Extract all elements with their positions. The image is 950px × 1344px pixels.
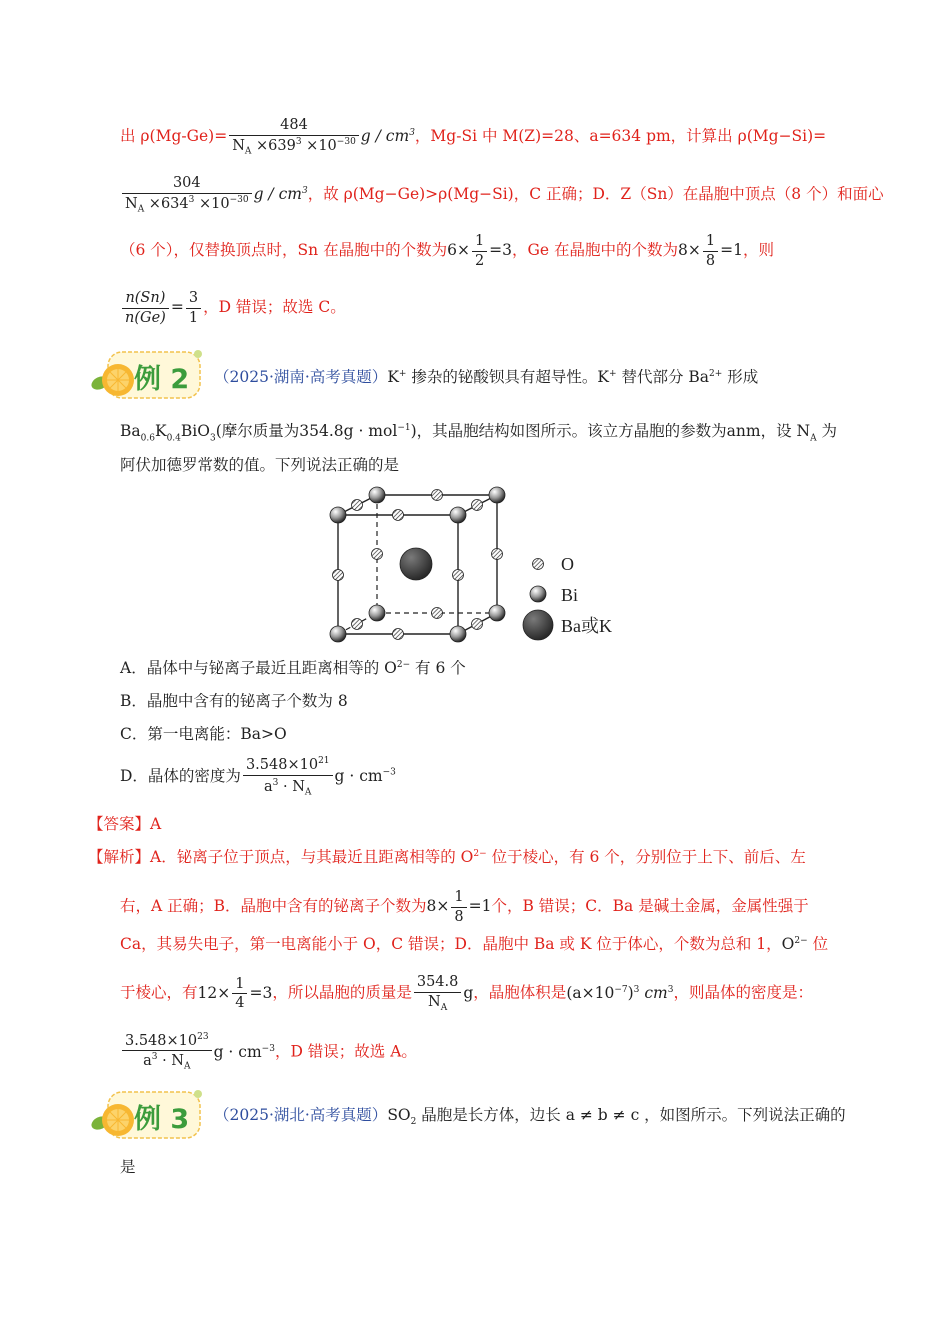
stem-text: $SO_2$ 晶胞是长方体，边长 a ≠ b ≠ c ，如图所示。下列说法正确的 <box>387 1106 846 1128</box>
oxygen-ion: $O^{2-}$ <box>781 935 808 954</box>
math-expression: 6× $\frac{1}{2}$ =3 <box>447 233 513 269</box>
example-badge-2 <box>88 348 214 406</box>
stem-text: K+ 掺杂的铋酸钡具有超导性。K+ 替代部分 $Ba^{2+}$ 形成 <box>387 368 759 387</box>
answer-value: A <box>150 815 162 833</box>
option-d[interactable]: D．晶体的密度为 $\frac{3.548\times 10^{21}}{a^3 \cdot N_A}$ $g \cdot cm^{-3}$ <box>120 756 396 798</box>
example-badge-3 <box>88 1088 214 1146</box>
density-expression: $\frac{3.548\times 10^{23}}{a^3 \cdot N_A}$ $g \cdot cm^{-3}$ <box>120 1043 275 1061</box>
answer-line <box>88 817 161 833</box>
density-fraction-ge <box>229 118 359 156</box>
fraction-numerator: 304 <box>122 176 252 194</box>
example-3-stem-line-2: 是 <box>120 1158 136 1176</box>
option-c[interactable]: C．第一电离能：Ba>O <box>120 725 287 743</box>
legend <box>523 554 612 640</box>
solution-line-3 <box>120 234 774 268</box>
example-2-stem-line-3: 阿伏加德罗常数的值。下列说法正确的是 <box>120 456 400 474</box>
text: ，D 错误；故选 C。 <box>203 298 346 316</box>
mass-fraction: $\frac{354.8}{N_A}$ g <box>412 984 473 1002</box>
text: ，故 ρ(Mg−Ge)>ρ(Mg−Si)，C 正确；D．Z（Sn）在晶胞中顶点（8 个）和面心 <box>307 185 884 204</box>
ratio-expression: $\frac{n(Sn)}{n(Ge)}$ = $\frac{3}{1}$ <box>120 298 203 316</box>
volume-expression: $(a\times 10^{-7})^3$ $cm^3$ <box>566 983 674 1002</box>
source-tag: （2025·湖北·高考真题） <box>214 1106 388 1124</box>
fraction-denominator: $N_A \times 639^3 \times 10^{-30}$ <box>232 136 356 157</box>
unit: g / $cm^3$ <box>360 127 415 146</box>
solution-line-1 <box>120 118 826 156</box>
answer-label: 【答案】 <box>88 815 151 833</box>
unit: g / $cm^3$ <box>253 185 308 204</box>
svg-text:例 2: 例 2 <box>134 364 190 395</box>
ba-k-atom <box>400 548 432 580</box>
text: ，Ge 在晶胞中的个数为 <box>512 241 679 259</box>
legend-bismuth-icon <box>530 586 546 602</box>
text: ，则 <box>742 241 774 259</box>
example-3-stem-line-1 <box>214 1108 846 1127</box>
analysis-label: 【解析】 <box>88 848 151 867</box>
source-tag: （2025·湖南·高考真题） <box>214 368 388 387</box>
analysis-line-3: Ca，其易失电子，第一电离能小于 O，C 错误；D．晶胞中 Ba 或 K 位于体心，个数为总和 1，$O^{2-}$ 位 <box>120 935 829 954</box>
option-b[interactable]: B．晶胞中含有的铋离子个数为 8 <box>120 692 348 710</box>
solution-line-4 <box>120 291 346 325</box>
legend-label-bi: Bi <box>561 585 579 605</box>
legend-oxygen-icon <box>533 559 544 570</box>
text: ，Mg-Si 中 M(Z)=28、a=634 pm，计算出 ρ(Mg−Si)= <box>414 127 827 146</box>
solution-line-2 <box>120 176 884 214</box>
example-2-stem-line-2: $Ba_{0.6}K_{0.4}BiO_3$(摩尔质量为354.8g · mol$^{-1}$)，其晶胞结构如图所示。该立方晶胞的参数为anm，设 $N_A$ 为 <box>120 422 837 444</box>
crystal-structure-figure <box>320 480 630 650</box>
svg-text:例 3: 例 3 <box>134 1104 190 1135</box>
analysis-line-1: 【解析】A．铋离子位于顶点，与其最近且距离相等的 $O^{2-}$ 位于棱心，有 6 个，分别位于上下、前后、左 <box>88 848 806 867</box>
analysis-line-5: $\frac{3.548\times 10^{23}}{a^3 \cdot N_A}$ $g \cdot cm^{-3}$，D 错误；故选 A。 <box>120 1033 417 1072</box>
example-2-stem-line-1 <box>214 370 758 386</box>
fraction-numerator: 484 <box>229 118 359 136</box>
legend-ba-k-icon <box>523 610 553 640</box>
text: （6 个），仅替换顶点时，Sn 在晶胞中的个数为 <box>120 241 448 259</box>
density-fraction-si <box>122 176 252 214</box>
legend-label-ba-k: Ba或K <box>561 616 612 636</box>
analysis-line-2: 右，A 正确；B．晶胞中含有的铋离子个数为8× $\frac{1}{8}$ =1个，B 错误；C．Ba 是碱土金属，金属性强于 <box>120 889 809 925</box>
math-expression: 8× $\frac{1}{8}$ =1 <box>678 233 743 269</box>
math-expression: 8× $\frac{1}{8}$ =1 <box>426 889 492 925</box>
text: 出 ρ(Mg-Ge)= <box>120 127 228 146</box>
analysis-line-4: 于棱心，有12× $\frac{1}{4}$ =3，所以晶胞的质量是 $\frac{354.8}{N_A}$ g，晶胞体积是$(a\times 10^{-7})^3$ $cm^3$，则晶体的密度是： <box>120 974 813 1013</box>
legend-label-o: O <box>561 554 574 574</box>
math-expression: 12× $\frac{1}{4}$ =3 <box>197 975 273 1012</box>
fraction-denominator: $N_A \times 634^3 \times 10^{-30}$ <box>125 194 249 215</box>
option-a[interactable]: A．晶体中与铋离子最近且距离相等的 $O^{2-}$ 有 6 个 <box>120 659 466 677</box>
